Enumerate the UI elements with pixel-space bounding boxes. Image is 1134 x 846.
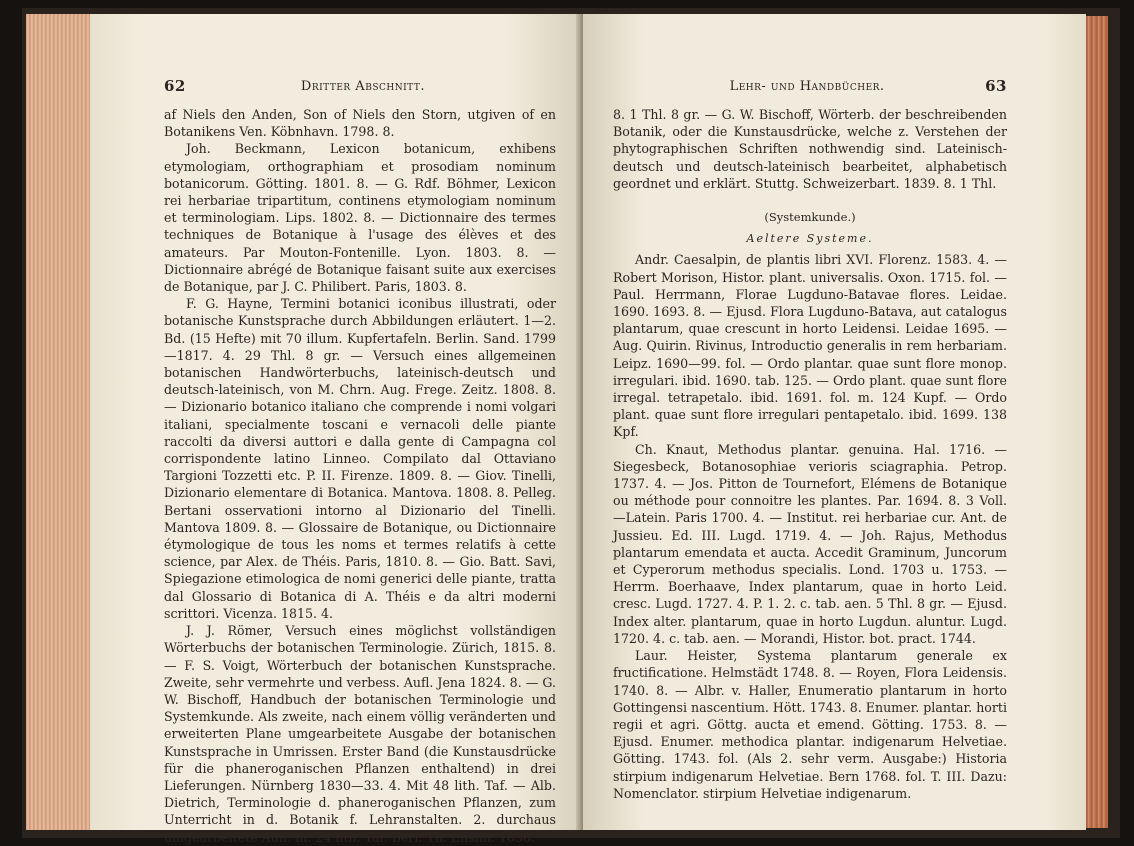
paragraph: Ch. Knaut, Methodus plantar. genuina. Hal. 1716. — Siegesbeck, Botanosophiae verioris sciagraphia. Petrop. 1737. 4. — Jos. Pitton de Tournefort, Elémens de Botanique ou méthode pour connoitre les plantes. Par. 1694. 8. 3 Voll. —Latein. Paris 1700. 4. — Institut. rei herbariae cur. Ant. de Jussieu. Ed. III. Lugd. 1719. 4. — Joh. Rajus, Methodus plantarum emendata et aucta. Accedit Graminum, Juncorum et Cyperorum methodus specialis. Lond. 1703 u. 1753. — Herrm. Boerhaave, Index plantarum, quae in horto Leid. cresc. Lugd. 1727. 4. P. 1. 2. c. tab. aen. 5 Thl. 8 gr. — Ejusd. Index alter. plantarum, quae in horto Lugdun. aluntur. Lugd. 1720. 4. c. tab. aen. — Morandi, Histor. bot. pract. 1744. xyxy=(613,441,1007,646)
paragraph: F. G. Hayne, Termini botanici iconibus illustrati, oder botanische Kunstsprache durch Abbildungen erläutert. 1—2. Bd. (15 Hefte) mit 70 illum. Kupfertafeln. Berlin. Sand. 1799—1817. 4. 29 Thl. 8 gr. — Versuch eines allgemeinen botanischen Handwörterbuchs, lateinisch-deutsch und deutsch-lateinisch, von M. Chrn. Aug. Frege. Zeitz. 1808. 8. — Dizionario botanico italiano che comprende i nomi volgari italiani, specialmente toscani e vernacoli delle piante raccolti da diversi auttori e dalla gente di Campagna col corrispondente latino Linneo. Compilato dal Ottaviano Targioni Tozzetti etc. P. II. Firenze. 1809. 8. — Giov. Tinelli, Dizionario elementare di Botanica. Mantova. 1808. 8. Pelleg. Bertani osservationi intorno al Dizionario del Tinelli. Mantova 1809. 8. — Glossaire de Botanique, ou Dictionnaire étymologique de tous les noms et termes relatifs à cette science, par Alex. de Théis. Paris, 1810. 8. — Gio. Batt. Savi, Spiegazione etimologica de nomi generici delle piante, tratta dal Glossario di Botanica di A. Théis e da altri moderni scrittori. Vicenza. 1815. 4. xyxy=(164,296,556,621)
page-edges-right xyxy=(1084,16,1108,828)
right-page-text xyxy=(613,106,1007,801)
subsection-heading: Aeltere Systeme. xyxy=(746,232,874,246)
right-running-head: Lehr- und Handbücher. xyxy=(729,78,885,94)
right-page-header xyxy=(613,74,1007,98)
paragraph: Joh. Beckmann, Lexicon botanicum, exhibens etymologiam, orthographiam et prosodiam nominum botanicorum. Götting. 1801. 8. — G. Rdf. Böhmer, Lexicon rei herbariae tripartitum, continens etymologiam nominum et terminologiam. Lips. 1802. 8. — Dictionnaire des termes techniques de Botanique à l'usage des élèves et des amateurs. Par Mouton-Fontenille. Lyon. 1803. 8. — Dictionnaire abrégé de Botanique faisant suite aux exercises de Botanique, par J. C. Philibert. Paris, 1803. 8. xyxy=(164,141,556,295)
paragraph: J. J. Römer, Versuch eines möglichst vollständigen Wörterbuchs der botanischen Terminologie. Zürich, 1815. 8. — F. S. Voigt, Wörterbuch der botanischen Kunstsprache. Zweite, sehr vermehrte und verbess. Aufl. Jena 1824. 8. — G. W. Bischoff, Handbuch der botanischen Terminologie und Systemkunde. Als zweite, nach einem völlig veränderten und erweiterten Plane umgearbeitete Ausgabe der botanischen Kunstsprache in Umrissen. Erster Band (die Kunstausdrücke für die phaneroganischen Pflanzen enthaltend) in drei Lieferungen. Nürnberg 1830—33. 4. Mit 48 lith. Taf. — Alb. Dietrich, Terminologie d. phaneroganischen Pflanzen, zum Unterricht in d. Botanik f. Lehranstalten. 2. durchaus umgearbeitete Aufl. m. 24 lith. Taf. Berl. Th. Enslin. 1838. xyxy=(164,623,556,845)
section-heading: (Systemkunde.) xyxy=(764,210,856,225)
left-running-head: Dritter Abschnitt. xyxy=(300,78,425,94)
left-page-number: 62 xyxy=(164,77,186,95)
paragraph: af Niels den Anden, Son of Niels den Storn, utgiven of en Botanikens Ven. Köbnhavn. 1798. 8. xyxy=(164,107,556,140)
right-page xyxy=(583,14,1086,830)
page-edges-left xyxy=(26,14,92,830)
right-page-number: 63 xyxy=(985,77,1007,95)
left-page xyxy=(90,14,580,845)
paragraph: 8. 1 Thl. 8 gr. — G. W. Bischoff, Wörterb. der beschreibenden Botanik, oder die Kunstausdrücke, welche z. Verstehen der phytographischen Schriften nothwendig sind. Lateinisch-deutsch und deutsch-lateinisch bearbeitet, alphabetisch geordnet und erklärt. Stuttg. Schweizerbart. 1839. 8. 1 Thl. xyxy=(613,107,1007,191)
left-page-text xyxy=(164,106,556,845)
paragraph: Laur. Heister, Systema plantarum generale ex fructificatione. Helmstädt 1748. 8. — Royen, Flora Leidensis. 1740. 8. — Albr. v. Haller, Enumeratio plantarum in horto Gottingensi nascentium. Hött. 1743. 8. Enumer. plantar. horti regii et agri. Göttg. aucta et emend. Götting. 1753. 8. — Ejusd. Enumer. methodica plantar. indigenarum Helvetiae. Götting. 1743. fol. (Als 2. sehr verm. Ausgabe:) Historia stirpium indigenarum Helvetiae. Bern 1768. fol. T. III. Dazu: Nomenclator. stirpium Helvetiae indigenarum. xyxy=(613,648,1007,801)
paragraph: Andr. Caesalpin, de plantis libri XVI. Florenz. 1583. 4. — Robert Morison, Histor. plant. universalis. Oxon. 1715. fol. — Paul. Herrmann, Florae Lugduno-Batavae flores. Leidae. 1690. 1693. 8. — Ejusd. Flora Lugduno-Batava, aut catalogus plantarum, quae crescunt in horto Leidensi. Leidae 1695. — Aug. Quirin. Rivinus, Introductio generalis in rem herbariam. Leipz. 1690—99. fol. — Ordo plantar. quae sunt flore monop. irregulari. ibid. 1690. tab. 125. — Ordo plant. quae sunt flore irregal. tetrapetalo. ibid. 1691. fol. m. 124 Kupf. — Ordo plant. quae sunt flore irregulari pentapetalo. ibid. 1699. 138 Kpf. xyxy=(613,252,1007,440)
left-page-header xyxy=(164,74,556,98)
